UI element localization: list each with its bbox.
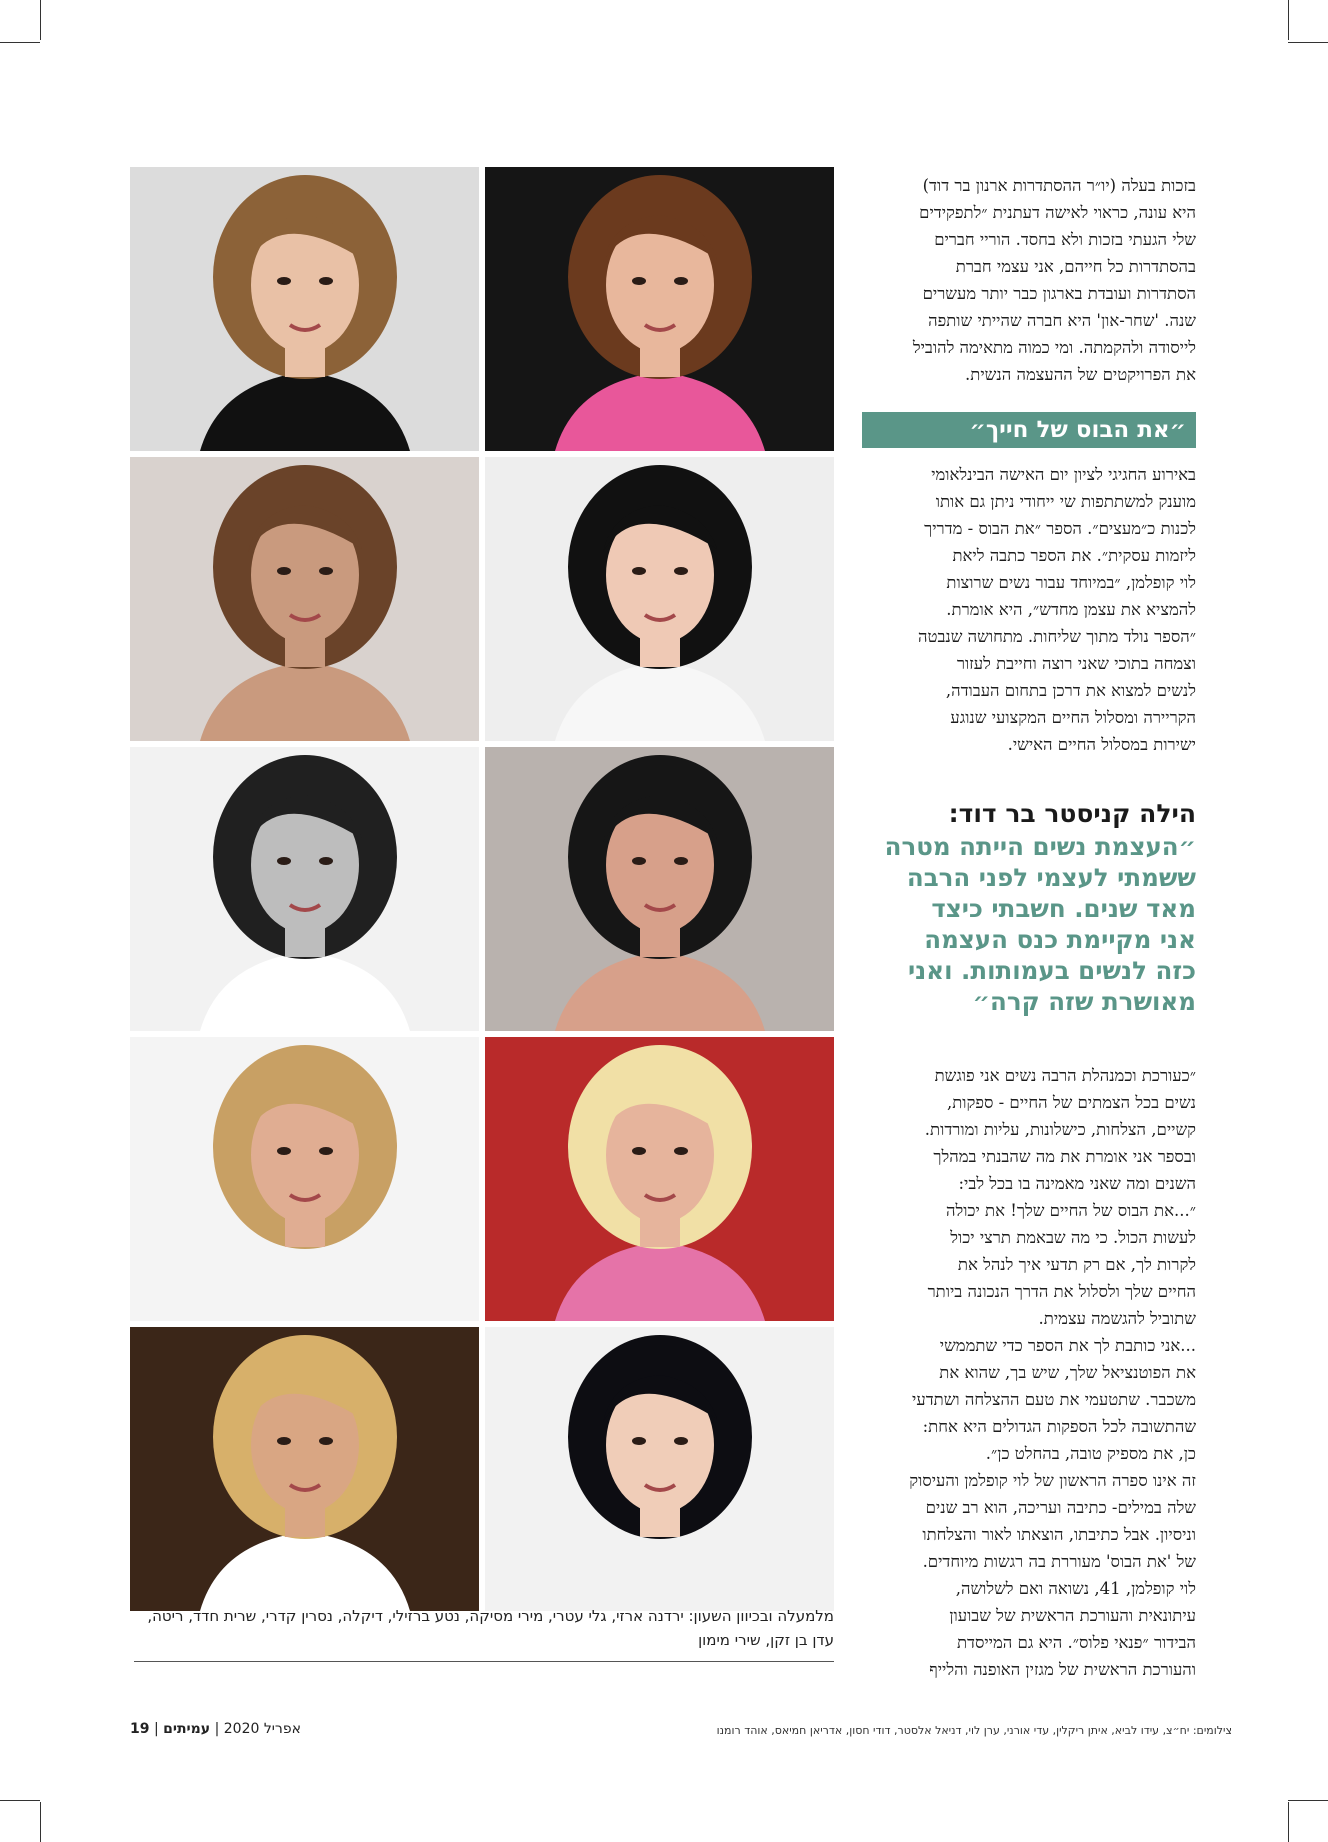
portrait-illustration [130,1037,479,1321]
text-line: לוי קופלמן, ״במיוחד עבור נשים שרוצות [946,573,1196,592]
crop-mark [1288,1800,1328,1801]
text-line: עיתונאית והעורכת הראשית של שבועון [949,1606,1196,1625]
eye [674,1437,688,1445]
crop-mark [0,1800,40,1801]
text-line: שהתשובה לכל הספקות הגדולים היא אחת: [922,1417,1196,1436]
body-paragraph [862,1062,1196,1683]
text-line: וניסיון. אבל כתיבתו, הוצאתו לאור והצלחתו [922,1525,1196,1544]
page-number: 19 [130,1721,150,1737]
eye [319,277,333,285]
portrait-illustration [130,457,479,741]
text-line: ...אני כותבת לך את הספר כדי שתממשי [939,1336,1196,1355]
text-line: של 'את הבוס' מעוררת בה רגשות מיוחדים. [922,1552,1196,1571]
intro-paragraph [862,172,1196,388]
eye [277,567,291,575]
portrait-photo [130,457,479,741]
text-line: והעורכת הראשית של מגזין האופנה והלייף [929,1660,1196,1679]
text-line: כן, את מספיק טובה, בהחלט כן״. [985,1444,1196,1463]
folio-separator: | [153,1721,164,1737]
folio-separator: | [210,1721,220,1737]
text-line: לקרות לך, אם רק תדעי איך לנהל את [957,1255,1196,1274]
text-line: שתוביל להגשמה עצמית. [1038,1309,1196,1328]
quote-name: הילה קניסטר בר דוד: [948,799,1196,828]
eye [632,567,646,575]
crop-mark [1288,1802,1289,1842]
eye [632,857,646,865]
portrait-photo [485,747,834,1031]
eye [319,857,333,865]
text-line: בהסתדרות כל חייהם, אני עצמי חברת [955,257,1196,276]
text-line: הבידור ״פנאי פלוס״. היא גם המייסדת [956,1633,1196,1652]
text-line: שנה. 'שחר-און' היא חברה שהייתי שותפה [928,311,1196,330]
eye [319,1437,333,1445]
eye [674,1147,688,1155]
portrait-photo [485,1327,834,1611]
text-line: להמציא את עצמן מחדש״, היא אומרת. [946,600,1196,619]
magazine-name: עמיתים [163,1721,211,1737]
text-line: מוענק למשתתפות שי ייחודי ניתן גם אותו [935,492,1196,511]
text-line: ליזמות עסקית״. את הספר כתבה ליאת [952,546,1196,565]
text-line: את הפוטנציאל שלך, שיש בך, שהוא את [939,1363,1196,1382]
text-line: לנשים למצוא את דרכן בתחום העבודה, [945,681,1196,700]
text-line: היא עונה, כראוי לאישה דעתנית ״לתפקידים [919,203,1196,222]
text-line: החיים שלך ולסלול את הדרך הנכונה ביותר [927,1282,1196,1301]
text-line: לעשות הכול. כי מה שבאמת תרצי יכול [950,1228,1196,1247]
portrait-photo [130,1327,479,1611]
portrait-photo [485,457,834,741]
portrait-photo [130,167,479,451]
text-line: השנים ומה שאני מאמינה בו בכל לבי: [958,1174,1196,1193]
crop-mark [1288,42,1328,43]
text-line: וצמחה בתוכי שאני רוצה וחייבת לעזור [956,654,1196,673]
text-line: הקריירה ומסלול החיים המקצועי שנוגע [950,708,1196,727]
quote-line: מאד שנים. חשבתי כיצד [931,894,1196,923]
text-line: זה אינו ספרה הראשון של לוי קופלמן והעיסוק [909,1471,1196,1490]
portrait-illustration [130,1327,479,1611]
eye [277,1437,291,1445]
issue-date: אפריל 2020 [223,1721,301,1737]
pull-quote [862,831,1196,1017]
text-line: קשיים, הצלחות, כישלונות, עליות ומורדות. [924,1120,1196,1139]
eye [632,1147,646,1155]
page-folio [130,1721,301,1737]
portrait-illustration [485,457,834,741]
caption-divider [134,1661,834,1662]
portrait-illustration [485,1327,834,1611]
portrait-illustration [130,167,479,451]
photo-credits: צילומים: יח״צ, עידו לביא, איתן ריקלין, עדי אורני, ערן לוי, דניאל אלסטר, דודי חסון, אדריאן חמיאס, אוהד רומנו [716,1724,1232,1737]
eye [674,277,688,285]
quote-line: מאושרת שזה קרה״ [972,987,1196,1016]
portrait-illustration [485,167,834,451]
text-line: ״כעורכת וכמנהלת הרבה נשים אני פוגשת [934,1066,1196,1085]
eye [319,1147,333,1155]
portrait-photo [485,1037,834,1321]
quote-line: אני מקיימת כנס העצמה [924,925,1196,954]
portrait-photo [130,1037,479,1321]
text-line: בזכות בעלה (יו״ר ההסתדרות ארנון בר דוד) [922,176,1196,195]
portrait-photo [130,747,479,1031]
eye [674,567,688,575]
text-line: לכנות כ״מעצים״. הספר ״את הבוס - מדריך [924,519,1196,538]
crop-mark [1288,0,1289,40]
quote-line: ״העצמת נשים הייתה מטרה [884,832,1196,861]
portrait-illustration [485,1037,834,1321]
crop-mark [0,42,40,43]
text-line: נשים בכל הצמתים של החיים - ספקות, [946,1093,1196,1112]
text-line: לייסודה ולהקמתה. ומי כמוה מתאימה להוביל [912,338,1196,357]
text-line: שלה במילים- כתיבה ועריכה, הוא רב שנים [925,1498,1196,1517]
text-line: ובספר אני אומרת את מה שהבנתי במהלך [933,1147,1196,1166]
section-paragraph [862,461,1196,758]
portrait-photo [485,167,834,451]
portrait-illustration [485,747,834,1031]
text-line: באירוע החגיגי לציון יום האישה הבינלאומי [931,465,1196,484]
crop-mark [40,0,41,40]
text-line: לוי קופלמן, 41, נשואה ואם לשלושה, [955,1579,1196,1598]
eye [319,567,333,575]
eye [277,277,291,285]
text-line: ״הספר נולד מתוך שליחות. מתחושה שנבטה [917,627,1196,646]
photo-caption: מלמעלה ובכיוון השעון: ירדנה ארזי, גלי עטרי, מירי מסיקה, נטע ברזילי, דיקלה, נסרין קדרי, שרית חדד, ריטה, עדן בן זקן, שירי מימון [147,1607,834,1649]
eye [277,857,291,865]
eye [632,1437,646,1445]
text-line: הסתדרות ועובדת בארגון כבר יותר מעשרים [922,284,1196,303]
crop-mark [40,1802,41,1842]
text-line: ״...את הבוס של החיים שלך! את יכולה [945,1201,1196,1220]
quote-line: כזה לנשים בעמותות. ואני [907,956,1196,985]
section-heading: ״את הבוס של חייך״ [862,412,1196,448]
eye [632,277,646,285]
quote-line: ששמתי לעצמי לפני הרבה [906,863,1196,892]
text-line: משכבר. שתטעמי את טעם ההצלחה ושתדעי [912,1390,1196,1409]
text-line: שלי הגעתי בזכות ולא בחסד. הוריי חברים [934,230,1196,249]
portrait-illustration [130,747,479,1031]
eye [674,857,688,865]
text-line: את הפרויקטים של ההעצמה הנשית. [965,365,1196,384]
eye [277,1147,291,1155]
text-line: ישירות במסלול החיים האישי. [1007,735,1196,754]
